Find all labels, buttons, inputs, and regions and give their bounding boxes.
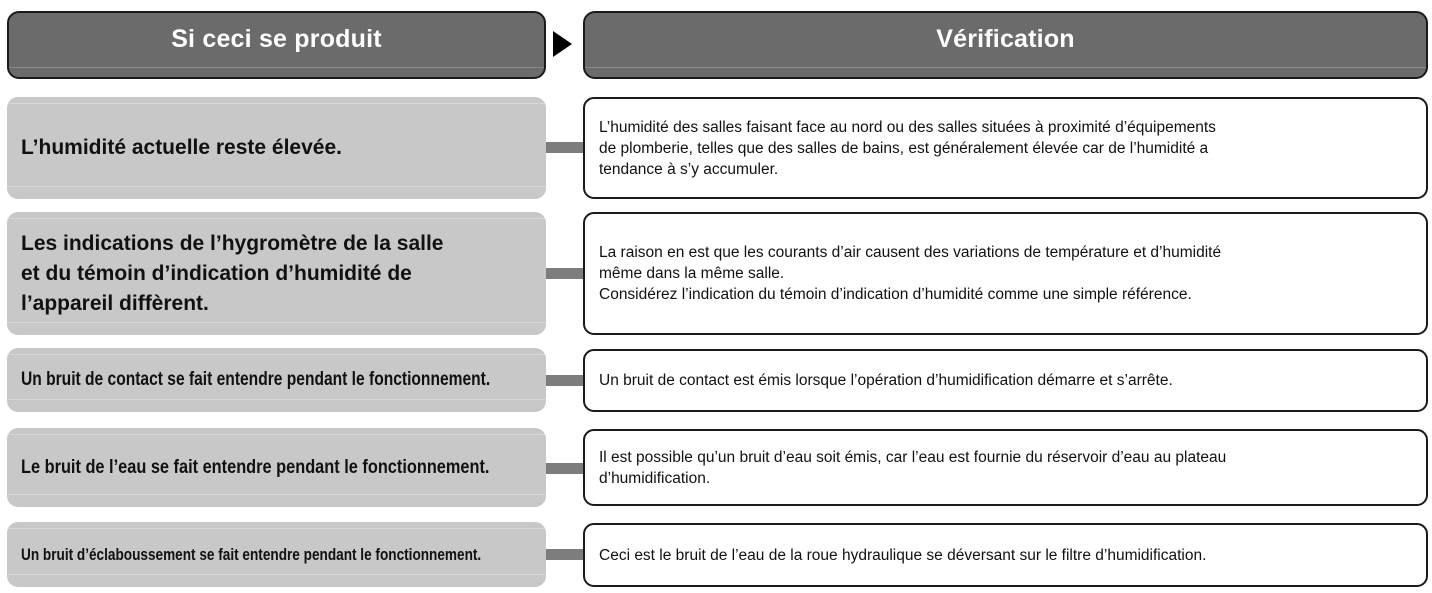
header-verification-column <box>583 11 1428 79</box>
verification-row-2 <box>583 212 1428 335</box>
condition-text: l’appareil diffèrent. <box>21 291 209 315</box>
verification-line: Il est possible qu’un bruit d’eau soit émis, car l’eau est fournie du réservoir d’eau au plateau <box>599 448 1227 466</box>
verification-line: tendance à s’y accumuler. <box>599 160 779 178</box>
verification-row-4 <box>583 429 1428 506</box>
header-verification-title: Vérification <box>936 25 1075 53</box>
condition-text: Le bruit de l’eau se fait entendre pendant le fonctionnement. <box>21 456 490 478</box>
condition-text: Les indications de l’hygromètre de la salle <box>21 231 444 255</box>
connector-bar <box>546 463 584 474</box>
verification-row-3 <box>583 349 1428 412</box>
verification-line: La raison en est que les courants d’air causent des variations de température et d’humidité <box>599 244 1222 261</box>
condition-row-1 <box>7 97 546 199</box>
verification-line: Considérez l’indication du témoin d’indication d’humidité comme une simple référence. <box>599 286 1192 303</box>
verification-line: L’humidité des salles faisant face au nord ou des salles situées à proximité d’équipements <box>599 118 1216 136</box>
connector-bar <box>546 375 584 386</box>
condition-text: Un bruit d’éclaboussement se fait entendre pendant le fonctionnement. <box>21 544 482 564</box>
verification-line: même dans la même salle. <box>599 265 785 282</box>
condition-row-2 <box>7 212 546 335</box>
connector-bar <box>546 549 584 560</box>
verification-line: Ceci est le bruit de l’eau de la roue hydraulique se déversant sur le filtre d’humidification. <box>599 546 1207 564</box>
verification-line: Un bruit de contact est émis lorsque l’opération d’humidification démarre et s’arrête. <box>599 372 1173 389</box>
verification-row-1 <box>583 97 1428 199</box>
header-condition-title: Si ceci se produit <box>171 25 382 53</box>
condition-text: Un bruit de contact se fait entendre pendant le fonctionnement. <box>21 369 491 390</box>
verification-line: d’humidification. <box>599 469 711 487</box>
condition-row-3 <box>7 348 546 412</box>
verification-line: de plomberie, telles que des salles de bains, est généralement élevée car de l’humidité a <box>599 139 1209 157</box>
connector-bar <box>546 142 584 153</box>
header-condition-column <box>7 11 546 79</box>
condition-text: et du témoin d’indication d’humidité de <box>21 261 412 285</box>
verification-row-5 <box>583 523 1428 587</box>
arrow-right-icon <box>553 31 572 57</box>
connector-bar <box>546 268 584 279</box>
condition-text: L’humidité actuelle reste élevée. <box>21 136 342 159</box>
condition-row-4 <box>7 428 546 507</box>
condition-row-5 <box>7 522 546 587</box>
